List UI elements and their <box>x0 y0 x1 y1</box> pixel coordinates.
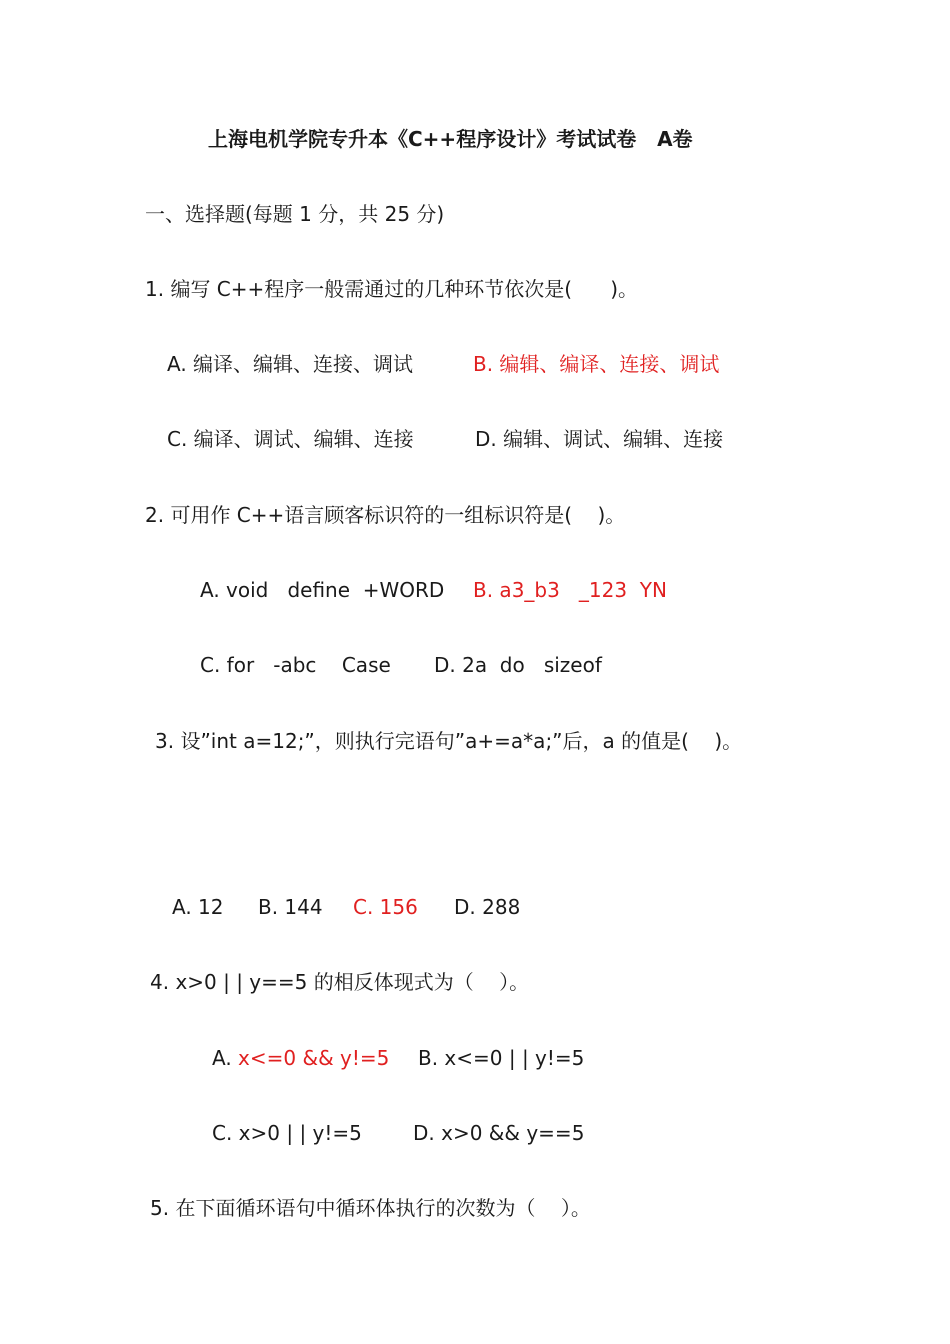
question-4-option-c: C. x>0 | | y!=5 <box>212 1121 362 1145</box>
question-1-option-a: A. 编译、编辑、连接、调试 <box>167 352 414 376</box>
question-2-stem: 2. 可用作 C++语言顾客标识符的一组标识符是( )。 <box>145 503 626 527</box>
question-5-stem: 5. 在下面循环语句中循环体执行的次数为（ ）。 <box>150 1196 591 1220</box>
question-3-option-c-answer: C. 156 <box>353 895 418 919</box>
question-1-stem: 1. 编写 C++程序一般需通过的几种环节依次是( )。 <box>145 277 639 301</box>
question-1-option-c: C. 编译、调试、编辑、连接 <box>167 427 414 451</box>
question-1-option-b-answer: B. 编辑、编译、连接、调试 <box>473 352 720 376</box>
question-2-option-a: A. void define +WORD <box>200 578 445 602</box>
question-3-option-d: D. 288 <box>454 895 521 919</box>
question-1-option-d: D. 编辑、调试、编辑、连接 <box>475 427 724 451</box>
question-4-stem: 4. x>0 | | y==5 的相反体现式为（ ）。 <box>150 970 530 994</box>
section-heading: 一、选择题(每题 1 分，共 25 分) <box>145 202 445 226</box>
question-3-option-b: B. 144 <box>258 895 323 919</box>
question-2-option-b-answer: B. a3_b3 _123 YN <box>473 578 667 602</box>
question-4-option-a-answer: x<=0 && y!=5 <box>238 1046 390 1070</box>
question-4-option-b: B. x<=0 | | y!=5 <box>418 1046 585 1070</box>
question-2-option-d: D. 2a do sizeof <box>434 653 602 677</box>
question-4-option-a-prefix: A. <box>212 1046 239 1070</box>
question-4-option-a <box>212 1046 389 1070</box>
question-4-option-d: D. x>0 && y==5 <box>413 1121 585 1145</box>
question-2-option-c: C. for -abc Case <box>200 653 391 677</box>
question-3-option-a: A. 12 <box>172 895 224 919</box>
question-3-stem: 3. 设”int a=12;”，则执行完语句”a+=a*a;”后，a 的值是( )。 <box>155 729 743 753</box>
page-title: 上海电机学院专升本《C++程序设计》考试试卷 A卷 <box>208 127 693 151</box>
